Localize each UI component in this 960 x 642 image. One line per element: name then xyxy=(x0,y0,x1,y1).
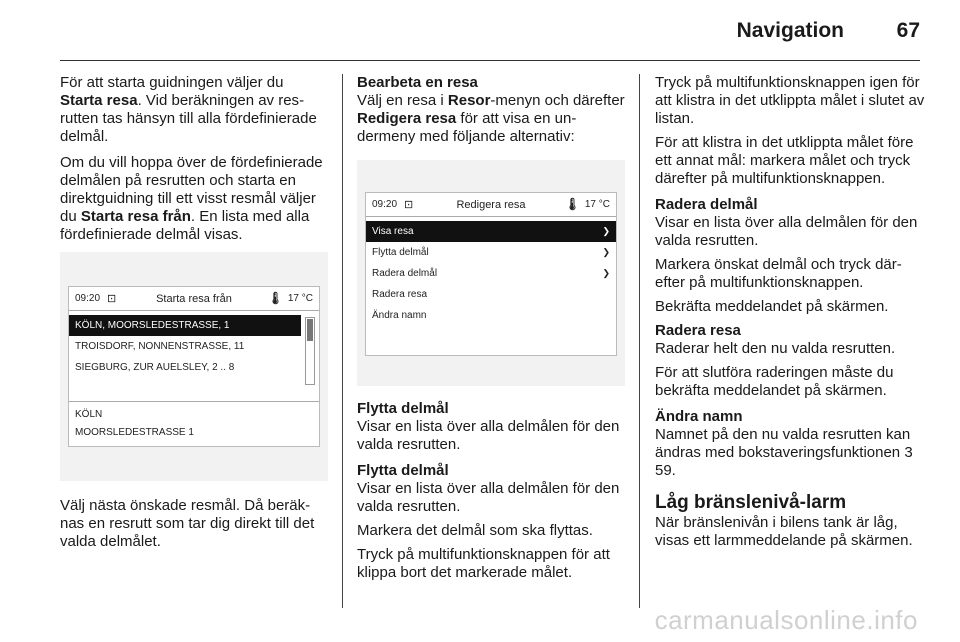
screenshot-starta-resa-fran xyxy=(60,252,328,481)
destination-list xyxy=(69,311,319,401)
list-item[interactable]: SIEGBURG, ZUR AUELSLEY, 2 .. 8 xyxy=(75,362,235,373)
device-screen xyxy=(68,286,320,447)
device-screen xyxy=(365,192,617,356)
thermometer-icon: 🌡 xyxy=(564,197,580,211)
paragraph: Välj nästa önskade resmål. Då beräknas en resrutt som tar dig direkt till det valda delmålet. xyxy=(60,497,315,550)
list-item[interactable]: TROISDORF, NONNENSTRASSE, 11 xyxy=(75,341,245,352)
page-number: 67 xyxy=(896,19,920,42)
paragraph: Välj en resa i Resor-menyn och därefter Redigera resa för att visa en undermeny med följande alternativ: xyxy=(357,92,625,145)
paragraph: Om du vill hoppa över de fördefinierade delmålen på resrutten och starta en direktguidning till ett visst resmål väljer du Starta resa från. En lista med alla fördefinierade delmål visas. xyxy=(60,154,323,243)
page-reference-icon[interactable]: 3 xyxy=(904,444,913,461)
section-heading: Låg bränslenivå-larm xyxy=(655,492,847,513)
paragraph: Tryck på multifunktionsknappen för att klippa bort det markerade målet. xyxy=(357,546,610,581)
subheading: Radera resa xyxy=(655,322,741,339)
paragraph: Markera det delmål som ska flyttas. xyxy=(357,522,593,539)
screen-title: Redigera resa xyxy=(456,199,526,211)
paragraph: Visar en lista över alla delmålen för den valda resrutten. xyxy=(655,214,918,249)
screenshot-redigera-resa xyxy=(357,160,625,386)
temperature: 17 °C xyxy=(584,199,610,210)
header-divider xyxy=(60,60,920,61)
detail-city: KÖLN xyxy=(75,409,103,420)
list-item[interactable]: KÖLN, MOORSLEDESTRASSE, 1 xyxy=(69,315,301,336)
menu-item-visa-resa[interactable]: Visa resa ❯ xyxy=(366,221,616,242)
paragraph: För att slutföra raderingen måste du bekräfta meddelandet på skärmen. xyxy=(655,364,894,399)
scrollbar[interactable] xyxy=(305,317,315,385)
paragraph: Namnet på den nu valda resrutten kan ändras med bokstaveringsfunktionen 3 59. xyxy=(655,426,913,479)
page-title: Navigation xyxy=(736,19,844,42)
edit-menu xyxy=(366,217,616,355)
paragraph: Markera önskat delmål och tryck därefter på multifunktionsknappen. xyxy=(655,256,902,291)
subheading: Flytta delmål xyxy=(357,400,449,417)
paragraph: Bekräfta meddelandet på skärmen. xyxy=(655,298,889,315)
paragraph: Visar en lista över alla delmålen för den valda resrutten. xyxy=(357,418,620,453)
chevron-right-icon: ❯ xyxy=(602,268,610,278)
column-1 xyxy=(60,74,328,557)
paragraph: Visar en lista över alla delmålen för den valda resrutten. xyxy=(357,480,620,515)
column-divider xyxy=(639,74,640,608)
list-item-empty xyxy=(366,326,616,347)
column-divider xyxy=(342,74,343,608)
scrollbar-thumb[interactable] xyxy=(307,319,313,341)
column-3 xyxy=(655,74,925,556)
paragraph: För att starta guidningen väljer du Starta resa. Vid beräkningen av resrutten tas hänsyn till alla fördefinierade delmål. xyxy=(60,74,317,145)
paragraph: När bränslenivån i bilens tank är låg, visas ett larmmeddelande på skärmen. xyxy=(655,514,913,549)
page-header xyxy=(0,0,960,60)
clock: 09:20 xyxy=(75,293,101,304)
screen-status-bar xyxy=(366,193,616,217)
paragraph: Tryck på multifunktionsknappen igen för att klistra in det utklippta målet i slutet av listan. xyxy=(655,74,925,127)
list-item-empty xyxy=(69,378,319,399)
screen-title: Starta resa från xyxy=(156,293,232,305)
chevron-right-icon: ❯ xyxy=(602,226,610,236)
destination-detail xyxy=(69,401,319,446)
subheading: Flytta delmål xyxy=(357,462,449,479)
chevron-right-icon: ❯ xyxy=(602,247,610,257)
paragraph: Raderar helt den nu valda resrutten. xyxy=(655,340,896,357)
column-2 xyxy=(357,74,625,588)
screen-status-bar xyxy=(69,287,319,311)
menu-item-radera-resa[interactable]: Radera resa xyxy=(372,289,428,300)
menu-item-flytta-delmal[interactable]: Flytta delmål ❯ xyxy=(366,242,616,263)
paragraph: För att klistra in det utklippta målet före ett annat mål: markera målet och tryck därefter på multifunktionsknappen. xyxy=(655,134,914,187)
navigation-icon: ⊡ xyxy=(404,199,414,211)
menu-item-radera-delmal[interactable]: Radera delmål ❯ xyxy=(366,263,616,284)
detail-street: MOORSLEDESTRASSE 1 xyxy=(75,427,194,438)
navigation-icon: ⊡ xyxy=(107,293,117,305)
watermark: carmanualsonline.info xyxy=(654,605,918,635)
subheading: Bearbeta en resa xyxy=(357,74,478,91)
menu-item-andra-namn[interactable]: Ändra namn xyxy=(372,310,427,321)
thermometer-icon: 🌡 xyxy=(267,291,283,305)
clock: 09:20 xyxy=(372,199,398,210)
subheading: Radera delmål xyxy=(655,196,758,213)
subheading: Ändra namn xyxy=(655,408,743,425)
temperature: 17 °C xyxy=(287,293,313,304)
